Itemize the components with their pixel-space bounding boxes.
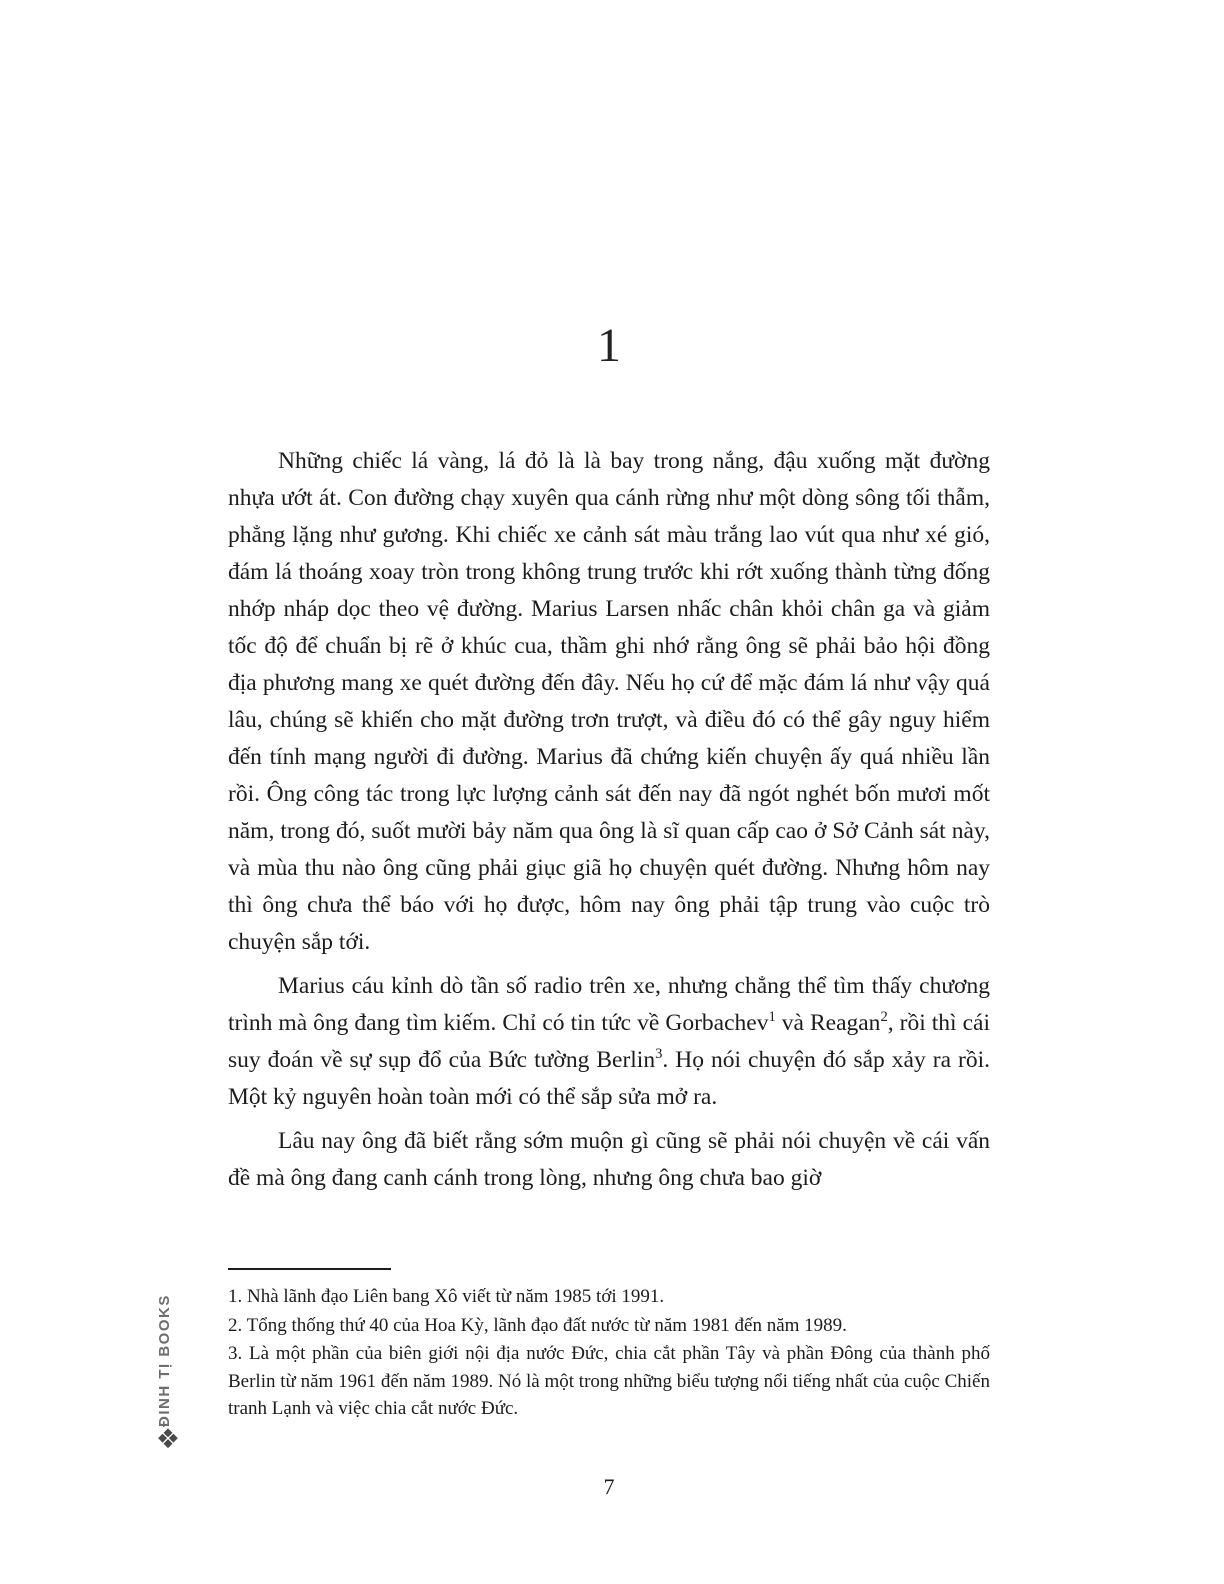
paragraph-2-text-b: và Reagan (775, 1010, 881, 1036)
footnote-ref-2: 2 (880, 1009, 888, 1026)
paragraph-2-text-d: . Họ nói chuyện đó sắp xảy ra rồi. Một kỷ nguyên hoàn toàn mới có thể sắp sửa mở ra. (228, 1047, 990, 1110)
chapter-number: 1 (597, 319, 621, 372)
four-diamonds-icon: ❖ (155, 1424, 181, 1455)
paragraph-2 (228, 968, 990, 1116)
paragraph-2-text-c: , rồi thì cái suy đoán về sự sụp đổ của Bức tường Berlin (228, 1010, 990, 1073)
footnote-1: 1. Nhà lãnh đạo Liên bang Xô viết từ năm 1985 tới 1991. (228, 1286, 665, 1307)
footnote-ref-1: 1 (768, 1009, 776, 1026)
footnote-ref-3: 3 (655, 1046, 663, 1063)
body-text (228, 443, 990, 1197)
paragraph-1 (228, 443, 990, 961)
publisher-name: ĐINH TỊ BOOKS (156, 1294, 173, 1427)
footnotes (228, 1283, 990, 1424)
paragraph-3-text: Lâu nay ông đã biết rằng sớm muộn gì cũng sẽ phải nói chuyện về cái vấn đề mà ông đang canh cánh trong lòng, nhưng ông chưa bao giờ (228, 1128, 990, 1191)
paragraph-3 (228, 1123, 990, 1197)
footnote-2: 2. Tổng thống thứ 40 của Hoa Kỳ, lãnh đạo đất nước từ năm 1981 đến năm 1989. (228, 1314, 847, 1336)
paragraph-1-text: Những chiếc lá vàng, lá đỏ là là bay trong nắng, đậu xuống mặt đường nhựa ướt át. Con đường chạy xuyên qua cánh rừng như một dòng sông tối thẫm, phẳng lặng như gương. Khi chiếc xe cảnh sát màu trắng lao vút qua như xé gió, đám lá thoáng xoay tròn trong không trung trước khi rớt xuống thành từng đống nhớp nháp dọc theo vệ đường. Marius Larsen nhấc chân khỏi chân ga và giảm tốc độ để chuẩn bị rẽ ở khúc cua, thầm ghi nhớ rằng ông sẽ phải bảo hội đồng địa phương mang xe quét đường đến đây. Nếu họ cứ để mặc đám lá như vậy quá lâu, chúng sẽ khiến cho mặt đường trơn trượt, và điều đó có thể gây nguy hiểm đến tính mạng người đi đường. Marius đã chứng kiến chuyện ấy quá nhiều lần rồi. Ông công tác trong lực lượng cảnh sát đến nay đã ngót nghét bốn mươi mốt năm, trong đó, suốt mười bảy năm qua ông là sĩ quan cấp cao ở Sở Cảnh sát này, và mùa thu nào ông cũng phải giục giã họ chuyện quét đường. Nhưng hôm nay thì ông chưa thể báo với họ được, hôm nay ông phải tập trung vào cuộc trò chuyện sắp tới. (228, 448, 990, 955)
paragraph-2-text-a: Marius cáu kỉnh dò tần số radio trên xe, nhưng chẳng thể tìm thấy chương trình mà ông đang tìm kiếm. Chỉ có tin tức về Gorbachev (228, 973, 990, 1036)
footnote-separator (228, 1268, 391, 1270)
page-number: 7 (603, 1474, 615, 1499)
footnote-3: 3. Là một phần của biên giới nội địa nước Đức, chia cắt phần Tây và phần Đông của thành phố Berlin từ năm 1961 đến năm 1989. Nó là một trong những biểu tượng nổi tiếng nhất của cuộc Chiến tranh Lạnh và việc chia cắt nước Đức. (228, 1343, 990, 1419)
